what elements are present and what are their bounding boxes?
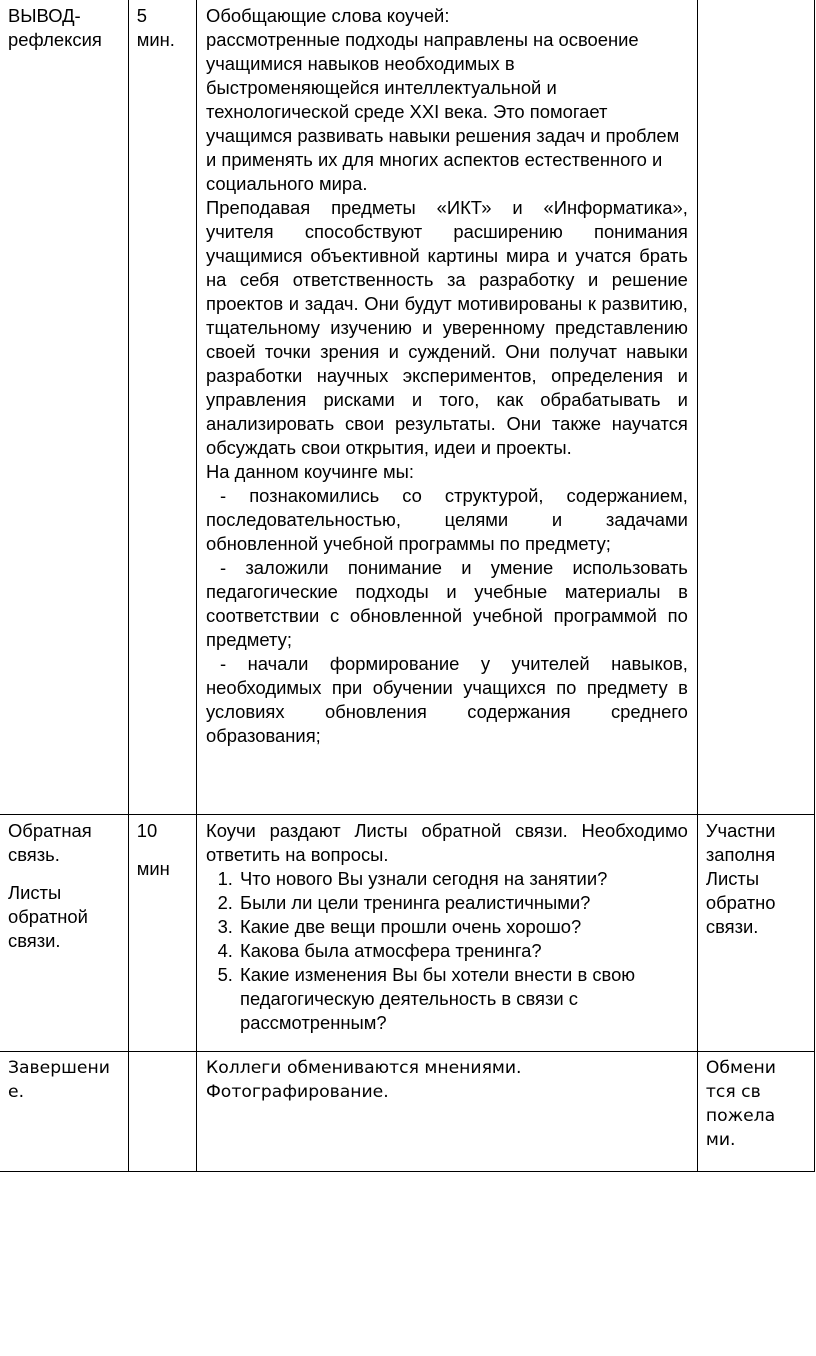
time-unit: мин. [136,29,175,50]
summary-item: - заложили понимание и умение использовать педагогические подходы и учебные материалы в соответствии с обновленной учебной программой по предмету; [206,557,688,650]
feedback-intro: Коучи раздают Листы обратной связи. Необходимо ответить на вопросы. [206,820,688,865]
participants-cell [697,0,814,815]
feedback-questions-list [206,867,688,1035]
table-row-closing [0,1052,815,1172]
stage-cell [0,0,128,815]
content-paragraph: Преподавая предметы «ИКТ» и «Информатика», учителя способствуют расширению понимания учащимися объективной картины мира и учатся брать на себя ответственность за разработку и решение проектов и задач. Они будут мотивированы к развитию, тщательному изучению и уверенному представлению своей точки зрения и суждений. Они получат навыки разработки научных экспериментов, определения и управления рисками и того, как обрабатывать и анализировать свои результаты. Они также научатся обсуждать свои открытия, идеи и проекты. [206,197,688,458]
list-item: 5. Какие изменения Вы бы хотели внести в свою педагогическую деятельность в связи с рассмотренным? [238,963,688,1035]
content-heading: Обобщающие слова коучей: [206,5,450,26]
time-cell [128,815,196,1052]
participants-text: тся св [705,1082,761,1102]
stage-label: Завершени [8,1058,110,1078]
list-item: 1. Что нового Вы узнали сегодня на занятии? [238,867,688,891]
summary-item: - познакомились со структурой, содержанием, последовательностью, целями и задачами обновленной учебной программы по предмету; [206,485,688,554]
stage-label: е. [8,1082,25,1102]
time-cell [128,0,196,815]
time-unit: мин [136,858,170,879]
time-value: 10 [136,820,158,841]
participants-text: заполня [705,844,776,865]
participants-cell [697,1052,814,1172]
list-item: 4. Какова была атмосфера тренинга? [238,939,688,963]
summary-heading: На данном коучинге мы: [206,461,414,482]
stage-label: рефлексия [8,29,102,50]
content-cell [197,815,698,1052]
closing-line: Коллеги обмениваются мнениями. [206,1058,522,1078]
time-cell [128,1052,196,1172]
content-paragraph: рассмотренные подходы направлены на освоение учащимися навыков необходимых в быстроменяющейся интеллектуальной и технологической среде XXI века. Это помогает учащимся развивать навыки решения задач и проблем и применять их для многих аспектов естественного и социального мира. [206,29,680,194]
participants-text: связи. [705,916,759,937]
content-cell [197,0,698,815]
stage-cell [0,815,128,1052]
participants-text: Листы [705,868,760,889]
participants-text: обратно [705,892,776,913]
stage-label: Обратная связь. [8,820,92,865]
summary-item: - начали формирование у учителей навыков, необходимых при обучении учащихся по предмету в условиях обновления содержания среднего образования; [206,653,688,746]
participants-text: Участни [705,820,776,841]
participants-cell [697,815,814,1052]
stage-label: ВЫВОД- [8,5,81,26]
stage-label: Листы обратной связи. [8,882,88,951]
participants-text: ми. [705,1130,736,1150]
time-value: 5 [136,5,147,26]
participants-text: Обмени [705,1058,776,1078]
list-item: 2. Были ли цели тренинга реалистичными? [238,891,688,915]
table-row-feedback [0,815,815,1052]
content-cell [197,1052,698,1172]
list-item: 3. Какие две вещи прошли очень хорошо? [238,915,688,939]
closing-line: Фотографирование. [206,1082,389,1102]
participants-text: пожела [705,1106,776,1126]
stage-cell [0,1052,128,1172]
